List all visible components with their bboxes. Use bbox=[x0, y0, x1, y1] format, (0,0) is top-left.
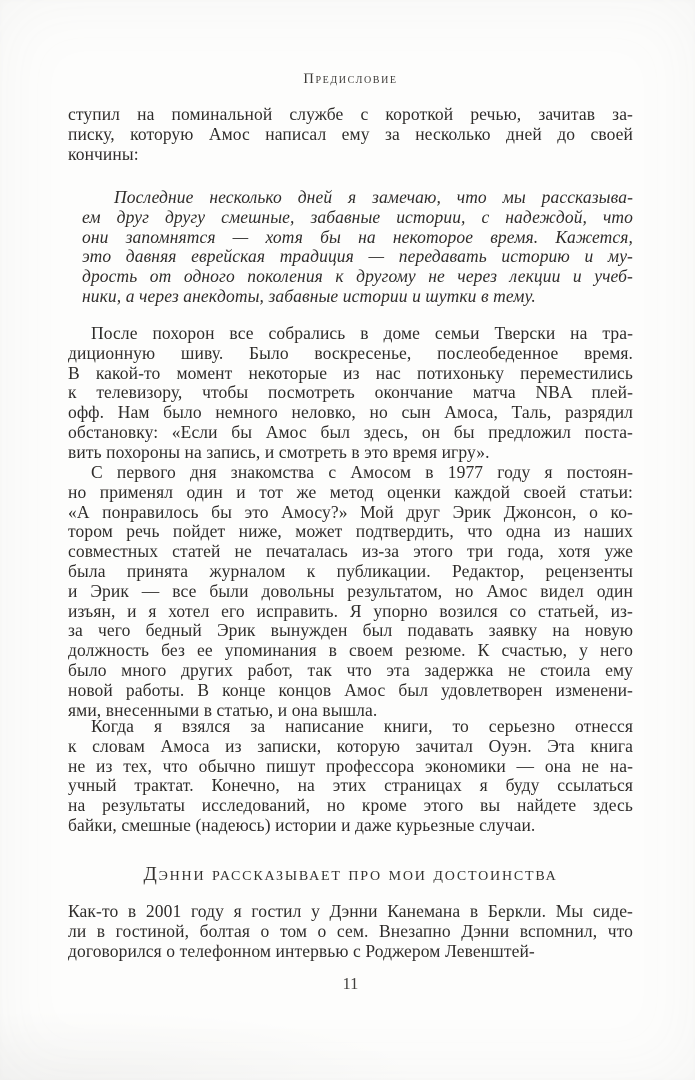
text-line: и Эрик — все были довольны результатом, но Амос видел один bbox=[68, 580, 633, 601]
text-line: совместных статей не печаталась из-за этого три года, хотя уже bbox=[68, 541, 633, 562]
text-line: ступил на поминальной службе с короткой речью, зачитав за- bbox=[68, 104, 633, 124]
paragraph-amos-approval-test bbox=[68, 463, 633, 720]
page-number: 11 bbox=[342, 974, 359, 993]
text-line: учный трактат. Конечно, на этих страницах я буду ссылаться bbox=[68, 775, 633, 796]
paragraph-book-intent bbox=[68, 717, 633, 836]
text-line: диционную шиву. Было воскресенье, послеобеденное время. bbox=[68, 342, 633, 363]
text-line: была принята журналом к публикации. Редактор, рецензенты bbox=[68, 560, 633, 581]
paragraph-berkeley-visit bbox=[68, 902, 633, 961]
text-line: кончины: bbox=[68, 143, 139, 164]
text-line: ники, а через анекдоты, забавные истории и шутки в тему. bbox=[82, 285, 536, 306]
paragraph-opening-continuation bbox=[68, 105, 633, 164]
text-line: В какой-то момент некоторые из нас потихоньку переместились bbox=[68, 362, 633, 383]
text-line: ем друг другу смешные, забавные истории, с надеждой, что bbox=[82, 206, 633, 227]
text-line: договорился о телефонном интервью с Роджером Левенштей- bbox=[68, 940, 535, 961]
text-line: на результаты исследований, но кроме этого вы найдете здесь bbox=[68, 795, 633, 816]
text-line: тором речь пойдет ниже, может подтвердить, что одна из наших bbox=[68, 521, 633, 542]
section-heading-danny: Дэнни рассказывает про мои достоинства bbox=[143, 864, 558, 885]
text-line: это давняя еврейская традиция — передавать историю и му- bbox=[82, 246, 633, 267]
text-line: к телевизору, чтобы посмотреть окончание матча NBA плей- bbox=[68, 382, 633, 403]
paragraph-shiva-gathering bbox=[68, 324, 633, 463]
blockquote-amos-note bbox=[82, 188, 633, 307]
text-line: но применял один и тот же метод оценки каждой своей статьи: bbox=[68, 481, 633, 502]
text-line: байки, смешные (надеюсь) истории и даже курьезные случаи. bbox=[68, 814, 536, 835]
text-line: не из тех, что обычно пишут профессора экономики — она не на- bbox=[68, 755, 633, 776]
text-line: После похорон все собрались в доме семьи Тверски на тра- bbox=[91, 323, 633, 343]
text-line: офф. Нам было немного неловко, но сын Амоса, Таль, разрядил bbox=[68, 402, 633, 423]
text-line: за чего бедный Эрик вынужден был подавать заявку на новую bbox=[68, 620, 633, 641]
running-header: Предисловие bbox=[303, 71, 398, 87]
text-line: С первого дня знакомства с Амосом в 1977 году я постоян- bbox=[91, 462, 633, 482]
text-line: Последние несколько дней я замечаю, что мы рассказыва- bbox=[114, 187, 633, 207]
text-line: ли в гостиной, болтая о том о сем. Внезапно Дэнни вспомнил, что bbox=[68, 920, 633, 941]
text-line: к словам Амоса из записки, которую зачитал Оуэн. Эта книга bbox=[68, 735, 633, 756]
text-line: дрость от одного поколения к другому не через лекции и учеб- bbox=[82, 266, 633, 287]
text-line: должность без ее упоминания в своем резюме. К счастью, у него bbox=[68, 640, 633, 661]
text-line: Когда я взялся за написание книги, то серьезно отнесся bbox=[91, 716, 633, 736]
text-line: вить похороны на запись, и смотреть в это время игру». bbox=[68, 441, 490, 462]
text-line: изъян, и я хотел его исправить. Я упорно возился со статьей, из- bbox=[68, 600, 633, 621]
text-line: «А понравилось бы это Амосу?» Мой друг Эрик Джонсон, о ко- bbox=[68, 501, 633, 522]
text-line: обстановку: «Если бы Амос был здесь, он бы предложил поста- bbox=[68, 421, 633, 442]
text-line: Как-то в 2001 году я гостил у Дэнни Канемана в Беркли. Мы сиде- bbox=[68, 901, 633, 921]
text-line: ями, внесенными в статью, и она вышла. bbox=[68, 699, 378, 720]
text-line: было много других работ, так что эта задержка не стоила ему bbox=[68, 659, 633, 680]
text-line: новой работы. В конце концов Амос был удовлетворен изменени- bbox=[68, 679, 633, 700]
text-line: они запомнятся — хотя бы на некоторое время. Кажется, bbox=[82, 226, 633, 247]
text-line: писку, которую Амос написал ему за несколько дней до своей bbox=[68, 123, 633, 144]
